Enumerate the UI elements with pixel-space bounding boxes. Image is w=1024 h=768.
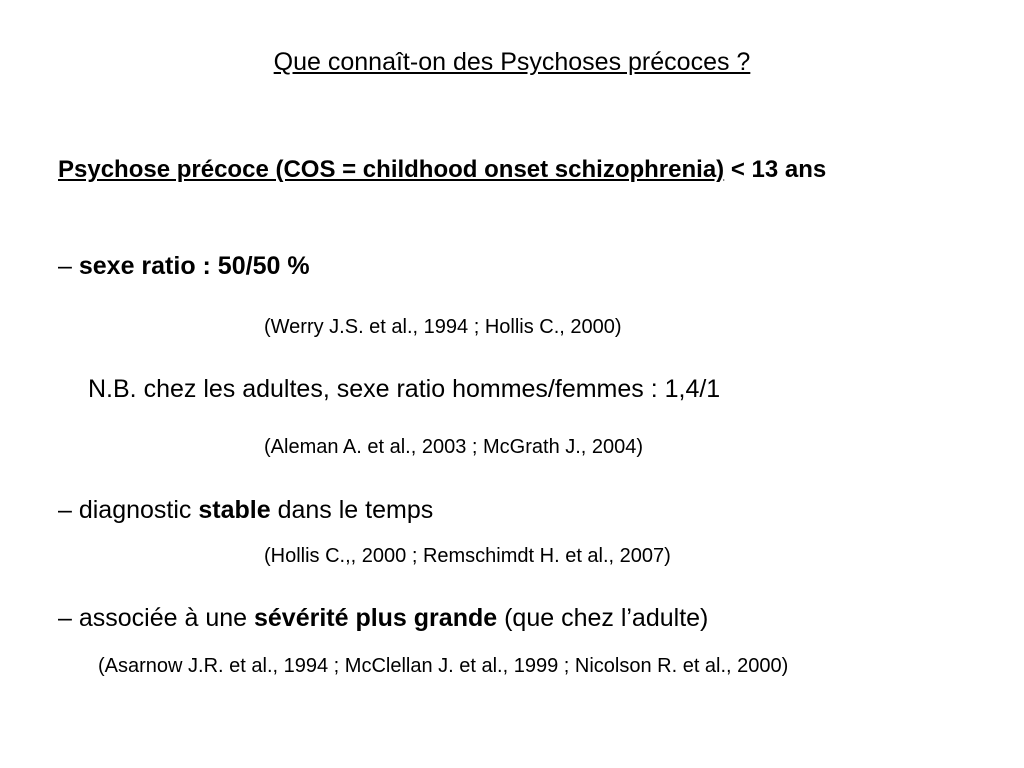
bullet-bold-text: stable (198, 496, 271, 524)
slide-title: Que connaît-on des Psychoses précoces ? (273, 48, 751, 76)
reference-werry: (Werry J.S. et al., 1994 ; Hollis C., 2000) (264, 316, 622, 338)
bullet-sex-ratio (58, 252, 310, 281)
reference-hollis: (Hollis C.,, 2000 ; Remschimdt H. et al., 2007) (264, 545, 671, 567)
heading-rest: < 13 ans (724, 156, 827, 183)
bullet-severity (58, 604, 708, 633)
bullet-pre-text: – diagnostic (58, 496, 199, 524)
note-adult-sex-ratio: N.B. chez les adultes, sexe ratio hommes/femmes : 1,4/1 (88, 375, 721, 403)
bullet-post-text: (que chez l’adulte) (497, 604, 709, 632)
bullet-post-text: dans le temps (270, 496, 434, 524)
bullet-stable-diagnosis (58, 496, 433, 525)
bullet-dash: – (58, 252, 79, 280)
bullet-bold-text: sévérité plus grande (253, 604, 498, 632)
bullet-pre-text: – associée à une (58, 604, 254, 632)
heading-underlined: Psychose précoce (COS = childhood onset schizophrenia) (58, 156, 725, 183)
slide-heading (58, 156, 826, 184)
bullet-bold-text: sexe ratio : 50/50 % (78, 252, 310, 280)
reference-asarnow: (Asarnow J.R. et al., 1994 ; McClellan J. et al., 1999 ; Nicolson R. et al., 2000) (98, 655, 789, 677)
reference-aleman: (Aleman A. et al., 2003 ; McGrath J., 2004) (264, 436, 644, 458)
